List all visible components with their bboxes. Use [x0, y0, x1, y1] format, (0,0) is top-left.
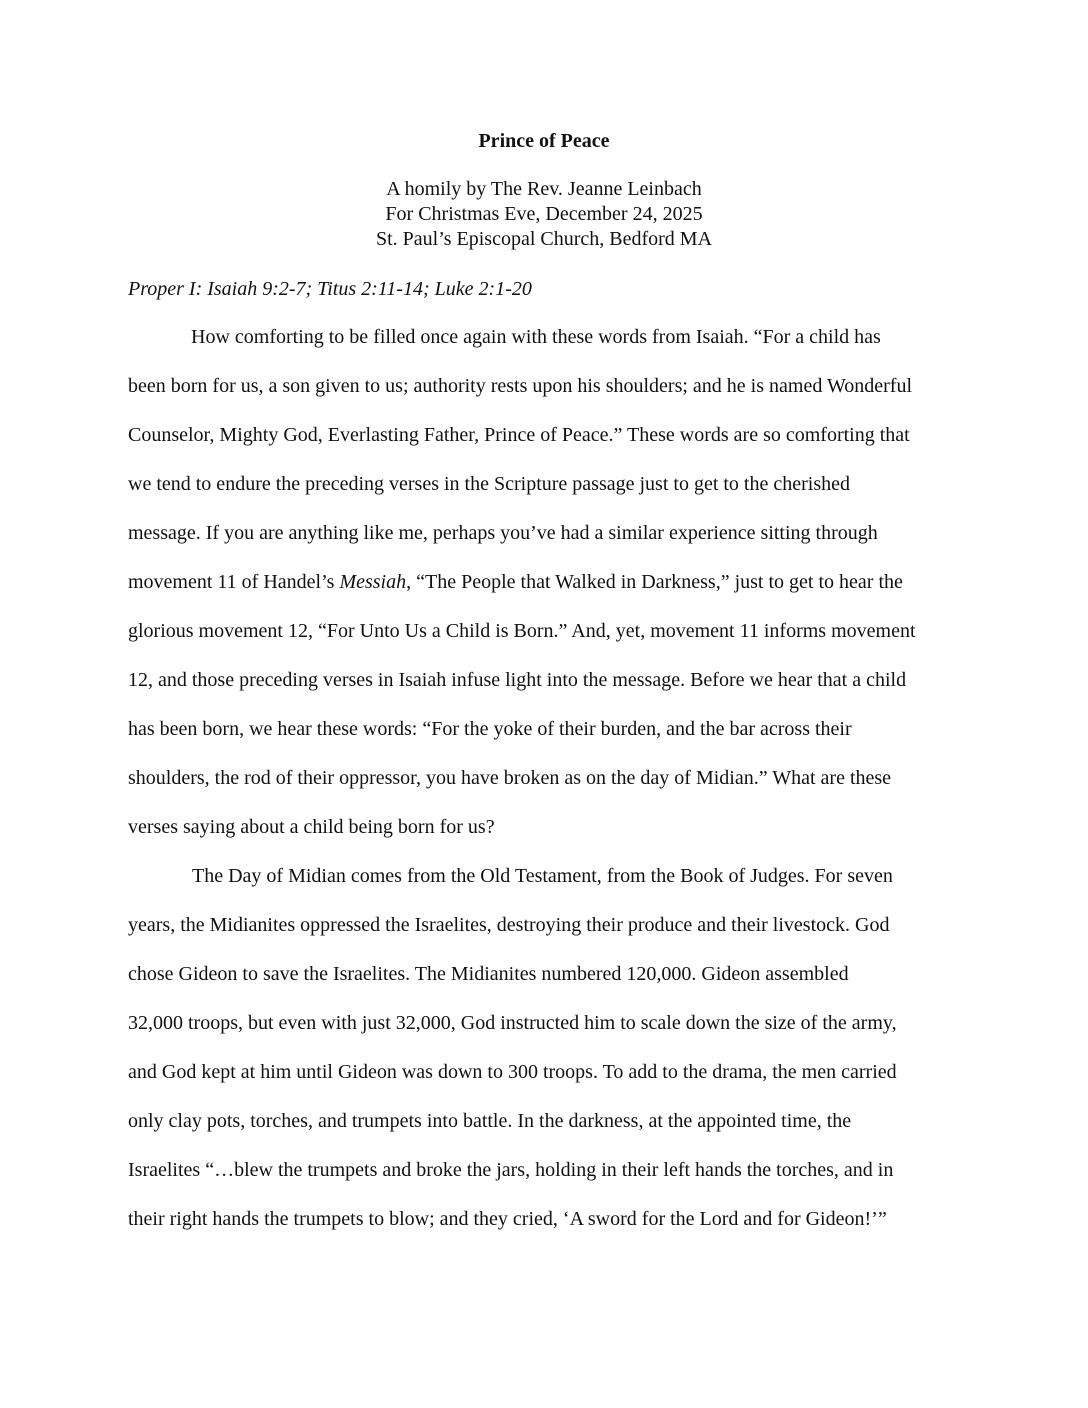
- body-line: years, the Midianites oppressed the Israelites, destroying their produce and their livestock. God: [128, 914, 890, 936]
- body-line: verses saying about a child being born for us?: [128, 816, 495, 838]
- body-line: we tend to endure the preceding verses in the Scripture passage just to get to the cherished: [128, 473, 850, 495]
- body-line: message. If you are anything like me, perhaps you’ve had a similar experience sitting through: [128, 522, 878, 544]
- body-line-segment: , “The People that Walked in Darkness,” just to get to hear the: [406, 571, 903, 593]
- body-line: and God kept at him until Gideon was down to 300 troops. To add to the drama, the men carried: [128, 1061, 897, 1083]
- byline-occasion: For Christmas Eve, December 24, 2025: [385, 203, 703, 225]
- body-line: chose Gideon to save the Israelites. The Midianites numbered 120,000. Gideon assembled: [128, 963, 849, 985]
- body-line-messiah: [128, 568, 988, 617]
- body-line: has been born, we hear these words: “For the yoke of their burden, and the bar across their: [128, 718, 852, 740]
- body-line: glorious movement 12, “For Unto Us a Child is Born.” And, yet, movement 11 informs movement: [128, 620, 916, 642]
- homily-title: Prince of Peace: [478, 130, 610, 152]
- body-line: been born for us, a son given to us; authority rests upon his shoulders; and he is named Wonderful: [128, 375, 913, 397]
- scripture-readings: Proper I: Isaiah 9:2-7; Titus 2:11-14; Luke 2:1-20: [128, 278, 532, 300]
- body-line: The Day of Midian comes from the Old Testament, from the Book of Judges. For seven: [192, 865, 893, 887]
- body-line: 32,000 troops, but even with just 32,000, God instructed him to scale down the size of the army,: [128, 1012, 897, 1034]
- body-line: 12, and those preceding verses in Isaiah infuse light into the message. Before we hear that a child: [128, 669, 907, 691]
- homily-body: [128, 323, 988, 1254]
- body-line: How comforting to be filled once again with these words from Isaiah. “For a child has: [191, 326, 881, 348]
- body-line: their right hands the trumpets to blow; and they cried, ‘A sword for the Lord and for Gideon!’”: [128, 1208, 887, 1230]
- body-line: shoulders, the rod of their oppressor, you have broken as on the day of Midian.” What are these: [128, 767, 892, 789]
- byline-author: A homily by The Rev. Jeanne Leinbach: [386, 178, 702, 200]
- byline-block: [0, 177, 1088, 252]
- body-line: Israelites “…blew the trumpets and broke the jars, holding in their left hands the torches, and in: [128, 1159, 894, 1181]
- body-line: Counselor, Mighty God, Everlasting Father, Prince of Peace.” These words are so comforting that: [128, 424, 910, 446]
- byline-church: St. Paul’s Episcopal Church, Bedford MA: [375, 228, 713, 250]
- body-line: only clay pots, torches, and trumpets into battle. In the darkness, at the appointed time, the: [128, 1110, 852, 1132]
- messiah-title: Messiah: [339, 571, 407, 593]
- body-line-segment: movement 11 of Handel’s: [128, 571, 340, 593]
